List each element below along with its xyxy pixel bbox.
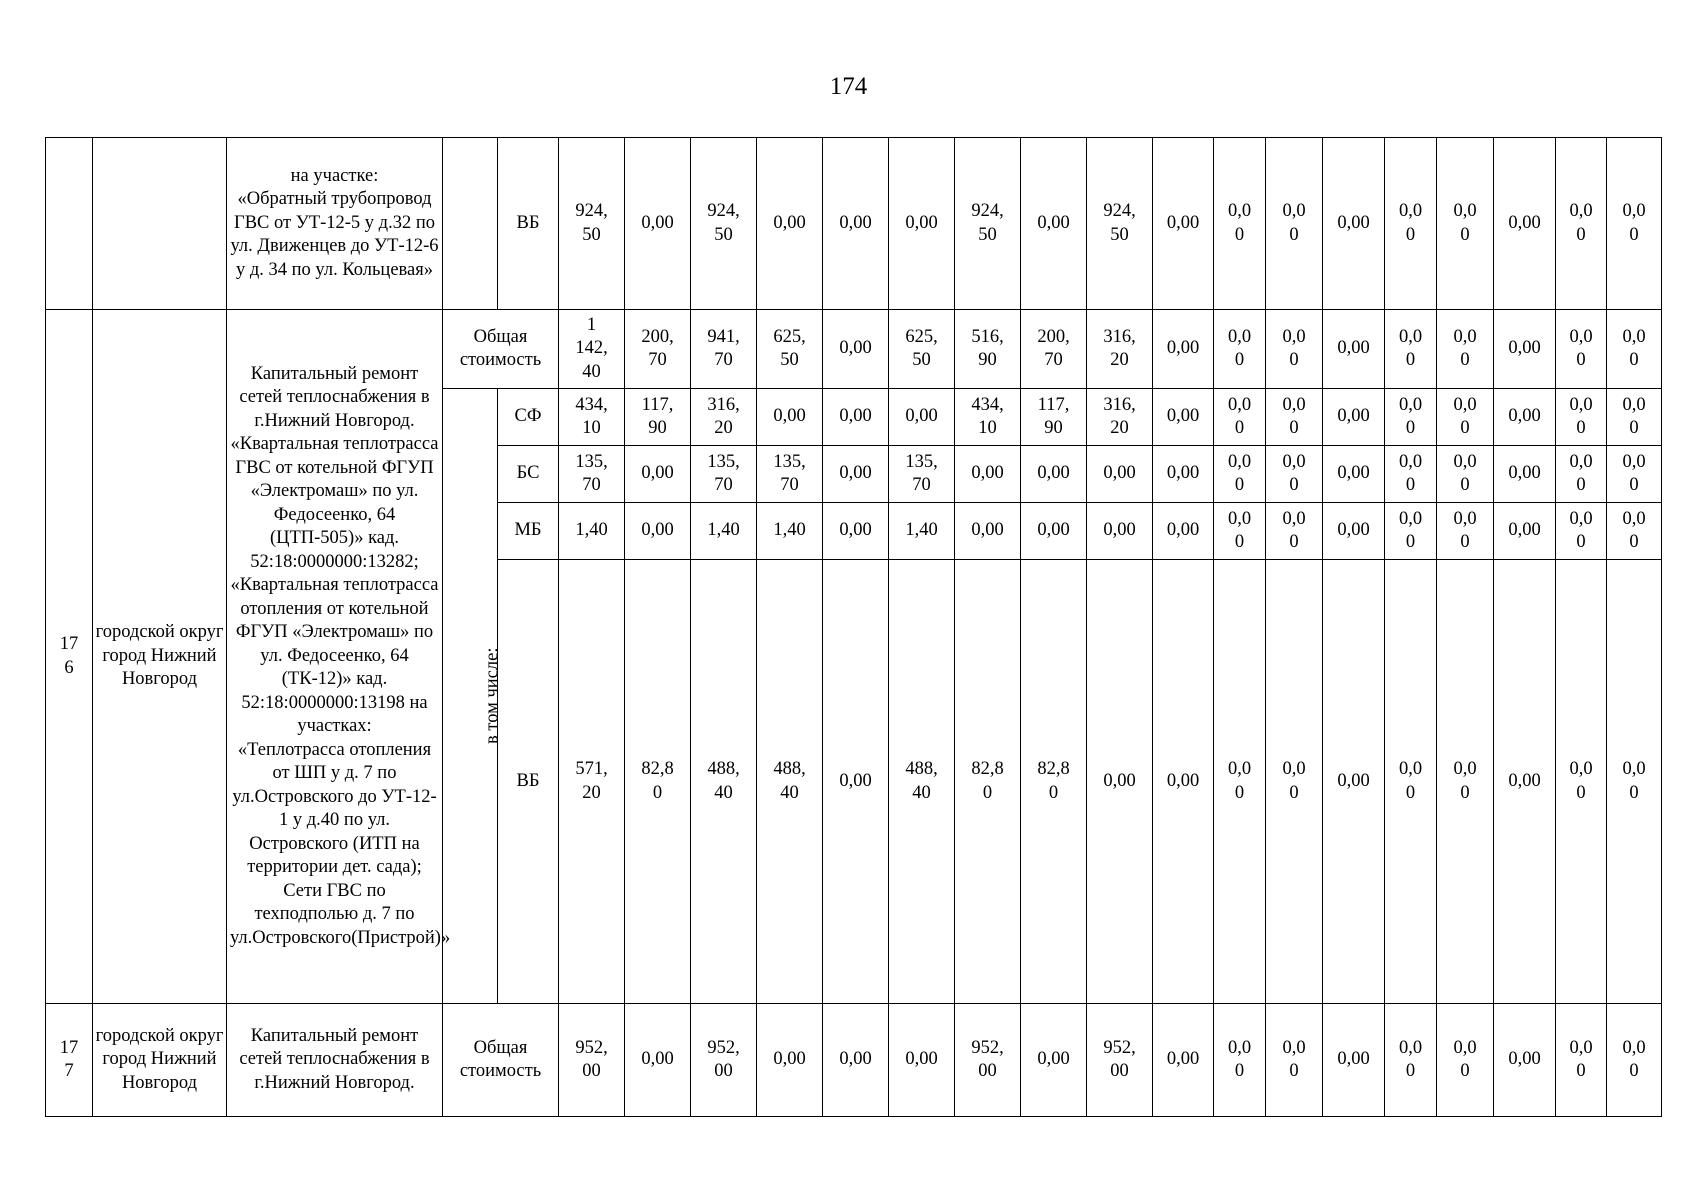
value-cell: 316, 20: [1087, 310, 1153, 389]
value-cell: 0,00: [625, 446, 691, 503]
funding-source: МБ: [498, 503, 559, 560]
value-cell: 924, 50: [955, 138, 1021, 310]
total-cost-label: Общая стоимость: [443, 310, 559, 389]
cost-table: [45, 137, 1662, 1117]
value-cell: 0,00: [1153, 310, 1214, 389]
work-description: Капитальный ремонт сетей теплоснабжения в г.Нижний Новгород. «Квартальная теплотрасса ГВС от котельной ФГУП «Электромаш» по ул. Федосеенко, 64 (ЦТП-505)» кад. 52:18:0000000:13282; «Квартальная теплотрасса отопления от котельной ФГУП «Электромаш» по ул. Федосеенко, 64 (ТК-12)» кад. 52:18:0000000:13198 на участках: «Теплотрасса отопления от ШП у д. 7 по ул.Островского до УТ-12-1 у д.40 по ул. Островского (ИТП на территории дет. сада); Сети ГВС по техподполью д. 7 по ул.Островского(Пристрой)»: [227, 310, 443, 1004]
value-cell: 0,00: [1087, 446, 1153, 503]
value-cell: 0,0 0: [1385, 503, 1437, 560]
value-cell: 1,40: [757, 503, 823, 560]
value-cell: 0,00: [1087, 503, 1153, 560]
value-cell: 0,0 0: [1266, 138, 1323, 310]
value-cell: 0,00: [1153, 389, 1214, 446]
value-cell: 0,0 0: [1266, 560, 1323, 1004]
value-cell: 0,00: [1153, 138, 1214, 310]
value-cell: 200, 70: [1021, 310, 1087, 389]
funding-source: ВБ: [498, 560, 559, 1004]
value-cell: 488, 40: [757, 560, 823, 1004]
value-cell: 0,0 0: [1266, 310, 1323, 389]
value-cell: 0,0 0: [1607, 503, 1662, 560]
value-cell: 0,0 0: [1266, 446, 1323, 503]
table-row: [46, 138, 1662, 310]
value-cell: 0,0 0: [1556, 310, 1607, 389]
value-cell: 0,0 0: [1214, 446, 1266, 503]
page-number: 174: [829, 73, 868, 100]
value-cell: 0,00: [955, 503, 1021, 560]
value-cell: 0,00: [823, 446, 889, 503]
value-cell: 924, 50: [1087, 138, 1153, 310]
table-row: [46, 1004, 1662, 1117]
funding-source: ВБ: [498, 138, 559, 310]
value-cell: 0,0 0: [1214, 389, 1266, 446]
value-cell: 82,8 0: [1021, 560, 1087, 1004]
value-cell: 488, 40: [691, 560, 757, 1004]
value-cell: 0,00: [823, 560, 889, 1004]
value-cell: 200, 70: [625, 310, 691, 389]
value-cell: 0,00: [1153, 446, 1214, 503]
value-cell: 0,0 0: [1437, 446, 1494, 503]
value-cell: 0,0 0: [1385, 446, 1437, 503]
value-cell: 0,0 0: [1607, 1004, 1662, 1117]
table-row: [46, 310, 1662, 389]
value-cell: 0,00: [1323, 389, 1385, 446]
value-cell: 0,0 0: [1266, 1004, 1323, 1117]
value-cell: 0,0 0: [1607, 446, 1662, 503]
value-cell: 316, 20: [691, 389, 757, 446]
value-cell: 0,00: [1494, 560, 1556, 1004]
work-description: на участке: «Обратный трубопровод ГВС от УТ-12-5 у д.32 по ул. Движенцев до УТ-12-6 у д. 34 по ул. Кольцевая»: [227, 138, 443, 310]
value-cell: 0,0 0: [1437, 389, 1494, 446]
value-cell: 0,0 0: [1437, 138, 1494, 310]
value-cell: 0,00: [1323, 310, 1385, 389]
value-cell: 0,0 0: [1607, 310, 1662, 389]
value-cell: 0,00: [1494, 310, 1556, 389]
value-cell: 0,0 0: [1385, 389, 1437, 446]
value-cell: 0,0 0: [1214, 138, 1266, 310]
value-cell: 434, 10: [955, 389, 1021, 446]
value-cell: 0,00: [823, 138, 889, 310]
value-cell: 0,0 0: [1214, 560, 1266, 1004]
value-cell: 0,00: [1021, 446, 1087, 503]
value-cell: 0,00: [1494, 446, 1556, 503]
value-cell: 1,40: [559, 503, 625, 560]
value-cell: 0,00: [1021, 1004, 1087, 1117]
municipality: городской округ город Нижний Новгород: [93, 310, 227, 1004]
value-cell: 0,00: [1087, 560, 1153, 1004]
value-cell: 0,0 0: [1266, 389, 1323, 446]
value-cell: 135, 70: [559, 446, 625, 503]
value-cell: 135, 70: [757, 446, 823, 503]
value-cell: 0,00: [823, 1004, 889, 1117]
value-cell: 0,0 0: [1214, 1004, 1266, 1117]
value-cell: 0,0 0: [1214, 503, 1266, 560]
value-cell: 0,0 0: [1607, 138, 1662, 310]
value-cell: 924, 50: [691, 138, 757, 310]
value-cell: 1,40: [691, 503, 757, 560]
value-cell: 135, 70: [889, 446, 955, 503]
value-cell: 1 142, 40: [559, 310, 625, 389]
value-cell: 0,00: [1323, 1004, 1385, 1117]
value-cell: 0,0 0: [1556, 446, 1607, 503]
value-cell: 0,00: [757, 138, 823, 310]
table-body: [46, 138, 1662, 1117]
value-cell: 625, 50: [889, 310, 955, 389]
value-cell: 1,40: [889, 503, 955, 560]
value-cell: 82,8 0: [955, 560, 1021, 1004]
value-cell: 0,00: [1494, 389, 1556, 446]
value-cell: 0,00: [1494, 138, 1556, 310]
value-cell: 0,00: [889, 138, 955, 310]
municipality: городской округ город Нижний Новгород: [93, 1004, 227, 1117]
value-cell: 0,0 0: [1437, 1004, 1494, 1117]
value-cell: 0,0 0: [1437, 310, 1494, 389]
value-cell: 0,00: [955, 446, 1021, 503]
value-cell: 0,00: [1494, 503, 1556, 560]
value-cell: 0,00: [823, 310, 889, 389]
value-cell: 516, 90: [955, 310, 1021, 389]
value-cell: 488, 40: [889, 560, 955, 1004]
value-cell: 0,00: [889, 389, 955, 446]
total-cost-label: Общая стоимость: [443, 1004, 559, 1117]
value-cell: 0,0 0: [1385, 138, 1437, 310]
value-cell: 952, 00: [1087, 1004, 1153, 1117]
including-label-cell: [443, 138, 498, 310]
value-cell: 0,0 0: [1385, 560, 1437, 1004]
funding-source: БС: [498, 446, 559, 503]
value-cell: 117, 90: [625, 389, 691, 446]
value-cell: 941, 70: [691, 310, 757, 389]
value-cell: 0,00: [1323, 446, 1385, 503]
value-cell: 0,0 0: [1385, 310, 1437, 389]
value-cell: 0,00: [625, 138, 691, 310]
value-cell: 0,00: [757, 389, 823, 446]
value-cell: 0,00: [1153, 503, 1214, 560]
value-cell: 0,00: [1323, 138, 1385, 310]
value-cell: 0,00: [1021, 503, 1087, 560]
row-number: 17 6: [46, 310, 93, 1004]
value-cell: 0,0 0: [1385, 1004, 1437, 1117]
value-cell: 0,00: [625, 503, 691, 560]
value-cell: 0,00: [823, 503, 889, 560]
value-cell: 0,00: [1021, 138, 1087, 310]
value-cell: 0,00: [1494, 1004, 1556, 1117]
value-cell: 0,0 0: [1556, 138, 1607, 310]
value-cell: 0,00: [1153, 560, 1214, 1004]
value-cell: 0,0 0: [1556, 389, 1607, 446]
row-number: 17 7: [46, 1004, 93, 1117]
value-cell: 952, 00: [955, 1004, 1021, 1117]
value-cell: 0,0 0: [1607, 389, 1662, 446]
including-label-cell: [443, 389, 503, 1004]
value-cell: 434, 10: [559, 389, 625, 446]
value-cell: 0,00: [1323, 503, 1385, 560]
value-cell: 0,0 0: [1556, 560, 1607, 1004]
including-label: в том числе:: [482, 647, 503, 745]
value-cell: 625, 50: [757, 310, 823, 389]
value-cell: 0,0 0: [1556, 1004, 1607, 1117]
value-cell: 571, 20: [559, 560, 625, 1004]
work-description: Капитальный ремонт сетей теплоснабжения в г.Нижний Новгород.: [227, 1004, 443, 1117]
value-cell: 952, 00: [691, 1004, 757, 1117]
value-cell: 0,0 0: [1607, 560, 1662, 1004]
municipality: [93, 138, 227, 310]
row-number: [46, 138, 93, 310]
value-cell: 0,0 0: [1556, 503, 1607, 560]
value-cell: 0,00: [889, 1004, 955, 1117]
value-cell: 82,8 0: [625, 560, 691, 1004]
value-cell: 0,00: [823, 389, 889, 446]
value-cell: 0,0 0: [1214, 310, 1266, 389]
value-cell: 0,00: [757, 1004, 823, 1117]
value-cell: 924, 50: [559, 138, 625, 310]
value-cell: 0,00: [1153, 1004, 1214, 1117]
value-cell: 0,00: [625, 1004, 691, 1117]
value-cell: 135, 70: [691, 446, 757, 503]
value-cell: 0,0 0: [1266, 503, 1323, 560]
funding-source: СФ: [498, 389, 559, 446]
value-cell: 952, 00: [559, 1004, 625, 1117]
value-cell: 117, 90: [1021, 389, 1087, 446]
value-cell: 316, 20: [1087, 389, 1153, 446]
value-cell: 0,0 0: [1437, 560, 1494, 1004]
value-cell: 0,0 0: [1437, 503, 1494, 560]
value-cell: 0,00: [1323, 560, 1385, 1004]
